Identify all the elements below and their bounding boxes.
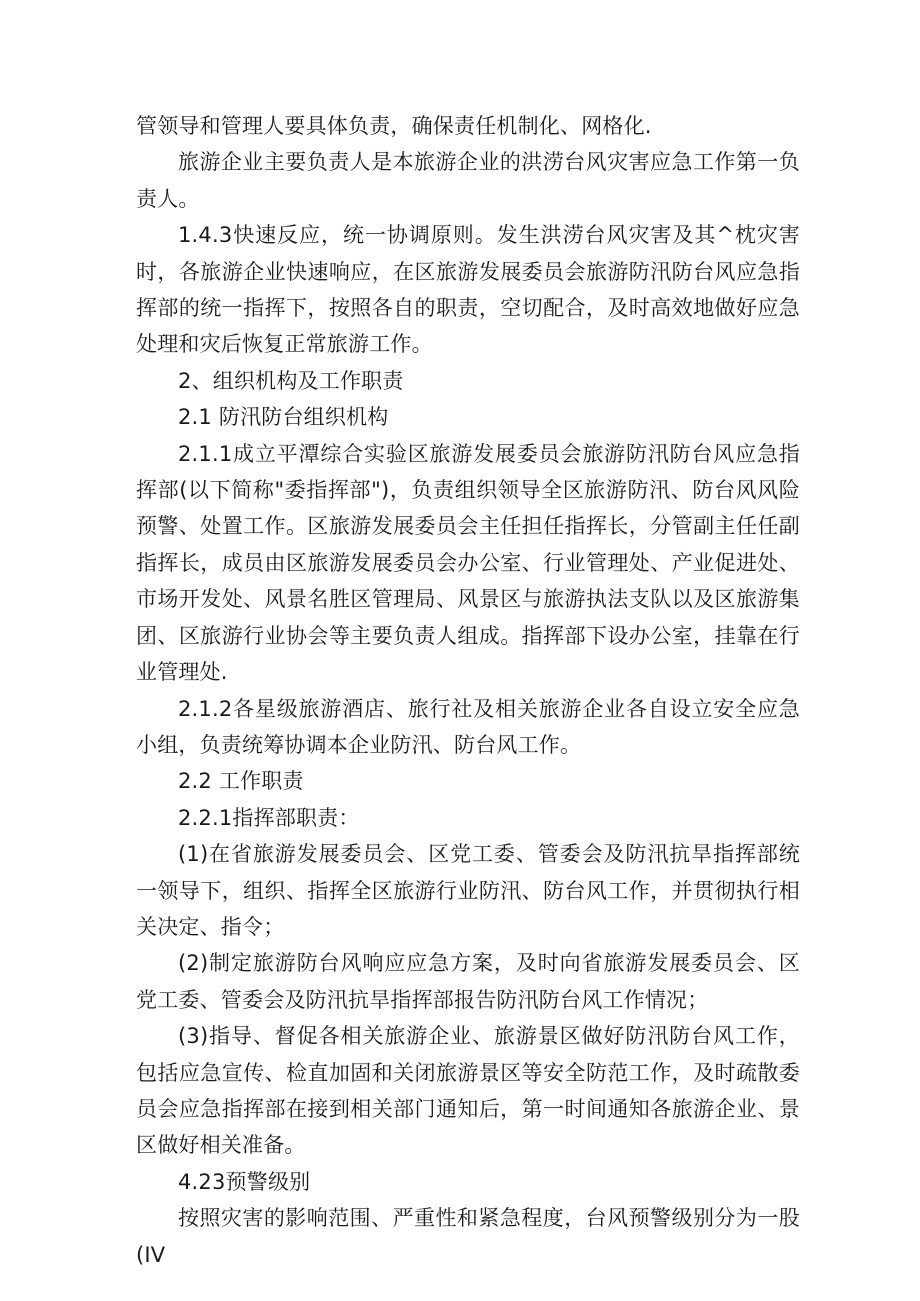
paragraph-warning-level: 按照灾害的影响范围、严重性和紧急程度，台风预警级别分为一股(IV bbox=[136, 1206, 800, 1267]
paragraph-continuation: 管领导和管理人要具体负责，确保责任机制化、网格化. bbox=[136, 114, 652, 138]
section-heading-2-2: 2.2 工作职责 bbox=[178, 769, 304, 794]
section-heading-2-2-1: 2.2.1指挥部职责： bbox=[178, 805, 360, 830]
paragraph-responsible-person: 旅游企业主要负责人是本旅游企业的洪涝台风灾害应急工作第一负责人。 bbox=[136, 150, 800, 211]
list-item-2: (2)制定旅游防台风响应应急方案，及时向省旅游发展委员会、区党工委、管委会及防汛抗旱指挥部报告防汛防台风工作情况； bbox=[136, 951, 800, 1012]
section-heading-organization: 2、组织机构及工作职责 bbox=[178, 368, 404, 393]
list-item-3: (3)指导、督促各相关旅游企业、旅游景区做好防汛防台风工作，包括应急宣传、检直加固和关闭旅游景区等安全防范工作，及时疏散委员会应急指挥部在接到相关部门通知后，第一时间通知各旅游企业、景区做好相关准备。 bbox=[136, 1024, 800, 1158]
paragraph-2-1-2: 2.1.2各星级旅游酒店、旅行社及相关旅游企业各自设立安全应急小组，负责统筹协调本企业防汛、防台风工作。 bbox=[136, 696, 800, 757]
section-heading-warning-level: 4.23预警级别 bbox=[178, 1169, 311, 1194]
section-heading-2-1: 2.1 防汛防台组织机构 bbox=[178, 405, 389, 430]
paragraph-2-1-1: 2.1.1成立平潭综合实验区旅游发展委员会旅游防汛防台风应急指挥部(以下简称"委指挥部")，负责组织领导全区旅游防汛、防台风风险预警、处置工作。区旅游发展委员会主任担任指挥长，分管副主任任副指挥长，成员由区旅游发展委员会办公室、行业管理处、产业促进处、市场开发处、风景名胜区管理局、风景区与旅游执法支队以及区旅游集团、区旅游行业协会等主要负责人组成。指挥部下设办公室，挂靠在行业管理处. bbox=[136, 441, 800, 685]
document-body bbox=[136, 108, 800, 1273]
paragraph-rapid-response: 1.4.3快速反应，统一协调原则。发生洪涝台风灾害及其^枕灾害时，各旅游企业快速响应，在区旅游发展委员会旅游防汛防台风应急指挥部的统一指挥下，按照各自的职责，空切配合，及时高效地做好应急处理和灾后恢复正常旅游工作。 bbox=[136, 223, 800, 357]
list-item-1: (1)在省旅游发展委员会、区党工委、管委会及防汛抗旱指挥部统一领导下，组织、指挥全区旅游行业防汛、防台风工作，并贯彻执行相关决定、指令； bbox=[136, 842, 800, 939]
